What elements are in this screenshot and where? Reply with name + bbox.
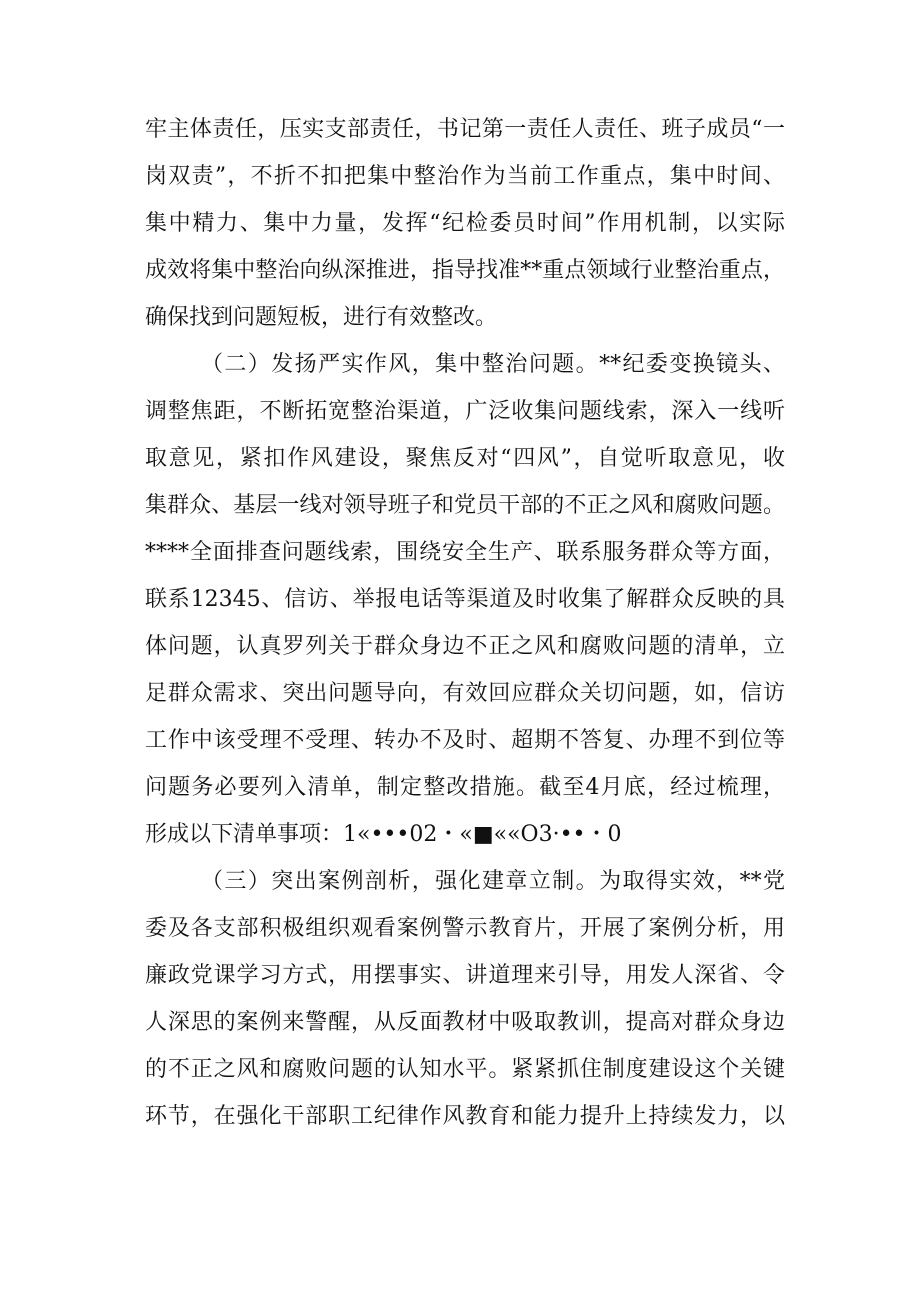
paragraph-1-line-4: 成效将集中整治向纵深推进，指导找准**重点领域行业整治重点， bbox=[145, 258, 785, 283]
paragraph-3-line-2: 委及各支部积极组织观看案例警示教育片，开展了案例分析，用 bbox=[145, 916, 785, 941]
paragraph-3-line-5: 的不正之风和腐败问题的认知水平。紧紧抓住制度建设这个关键 bbox=[145, 1057, 785, 1082]
paragraph-3-line-6: 环节，在强化干部职工纪律作风教育和能力提升上持续发力，以 bbox=[145, 1104, 785, 1129]
paragraph-1-line-1: 牢主体责任，压实支部责任，书记第一责任人责任、班子成员“一 bbox=[145, 117, 785, 142]
paragraph-2-line-4: 集群众、基层一线对领导班子和党员干部的不正之风和腐败问题。 bbox=[145, 493, 785, 518]
paragraph-1-line-2: 岗双责”，不折不扣把集中整治作为当前工作重点，集中时间、 bbox=[145, 164, 785, 189]
paragraph-2-line-11: 形成以下清单事项：1«•••02・«■««O3·••・0 bbox=[145, 822, 622, 847]
paragraph-2-line-6: 联系12345、信访、举报电话等渠道及时收集了解群众反映的具 bbox=[145, 587, 785, 612]
body-text bbox=[145, 106, 785, 1140]
paragraph-3-line-4: 人深思的案例来警醒，从反面教材中吸取教训，提高对群众身边 bbox=[145, 1010, 785, 1035]
paragraph-3-line-3: 廉政党课学习方式，用摆事实、讲道理来引导，用发人深省、令 bbox=[145, 963, 785, 988]
paragraph-2-line-5: ****全面排查问题线索，围绕安全生产、联系服务群众等方面， bbox=[145, 540, 785, 565]
paragraph-2-line-2: 调整焦距，不断拓宽整治渠道，广泛收集问题线索，深入一线听 bbox=[145, 399, 785, 424]
paragraph-2-line-1: （二）发扬严实作风，集中整治问题。**纪委变换镜头、 bbox=[201, 352, 785, 377]
paragraph-2-line-7: 体问题，认真罗列关于群众身边不正之风和腐败问题的清单，立 bbox=[145, 634, 785, 659]
paragraph-2-line-8: 足群众需求、突出问题导向，有效回应群众关切问题，如，信访 bbox=[145, 681, 785, 706]
paragraph-3-line-1: （三）突出案例剖析，强化建章立制。为取得实效，**党 bbox=[201, 869, 785, 894]
paragraph-1-line-3: 集中精力、集中力量，发挥“纪检委员时间”作用机制，以实际 bbox=[145, 211, 785, 236]
paragraph-2-line-9: 工作中该受理不受理、转办不及时、超期不答复、办理不到位等 bbox=[145, 728, 785, 753]
paragraph-1-line-5: 确保找到问题短板，进行有效整改。 bbox=[145, 305, 498, 330]
paragraph-2-line-10: 问题务必要列入清单，制定整改措施。截至4月底，经过梳理， bbox=[145, 775, 785, 800]
paragraph-2-line-3: 取意见，紧扣作风建设，聚焦反对“四风”，自觉听取意见，收 bbox=[145, 446, 785, 471]
